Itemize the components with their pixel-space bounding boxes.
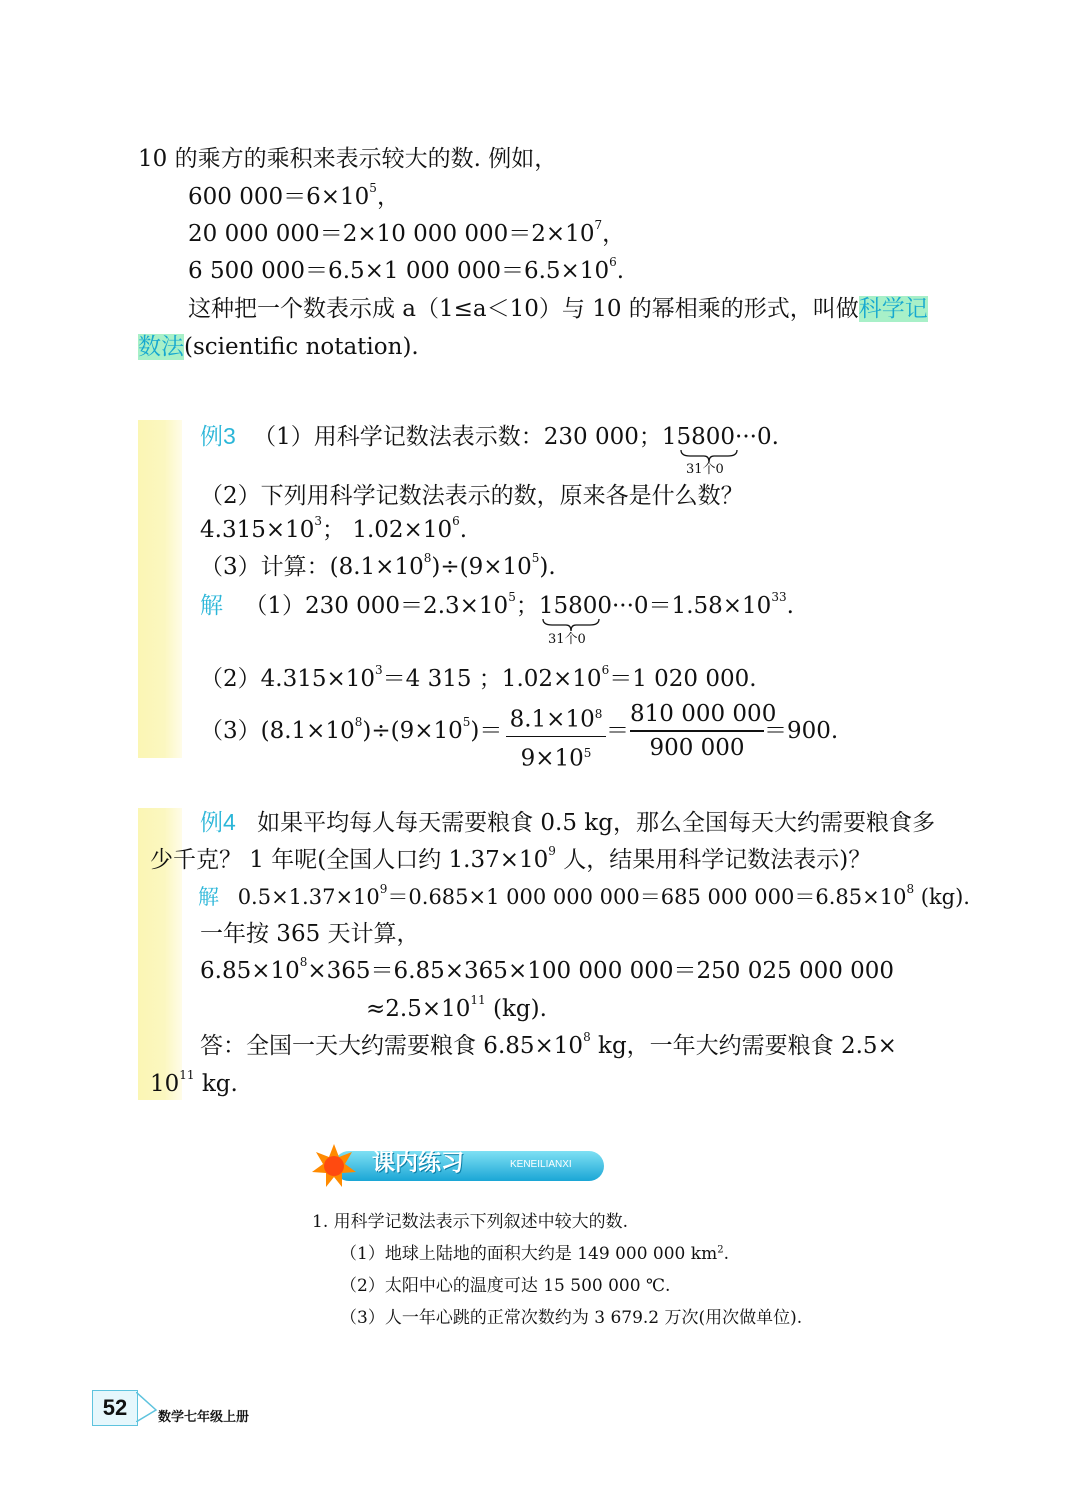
term-scientific-notation-part1: 科学记 bbox=[858, 296, 928, 322]
example4-solution-label: 解 bbox=[198, 886, 219, 909]
example4-solution-3: $6.85\times 10^8\times 365=6.85\times 365\times 100$ 000 000＝250 025 000 000 bbox=[200, 955, 895, 984]
example4-answer-line-1: 答：全国一天大约需要粮食 $6.85\times 10^8$ kg，一年大约需要粮食 2.5× bbox=[200, 1030, 897, 1059]
example3-result: ＝900. bbox=[764, 718, 839, 744]
example4-label: 例4 bbox=[200, 809, 236, 835]
example3-solution-label: 解 bbox=[200, 592, 223, 618]
example3-fraction-2: 810 000 000 900 000 bbox=[630, 701, 777, 761]
example4-solution-2: 一年按 365 天计算， bbox=[200, 921, 420, 947]
practice-subtitle: KENEILIANXI bbox=[510, 1159, 572, 1170]
example3-solution-brace-label: 31个0 bbox=[548, 632, 586, 647]
example4-answer-line-2: $10^{11}$ kg. bbox=[150, 1068, 238, 1097]
example3-label: 例3 bbox=[200, 423, 236, 449]
example4-solution-4: $\approx 2.5\times 10^{11}$ (kg). bbox=[366, 993, 547, 1022]
example3-solution-2: $(2)4.315\times 10^3=4$ 315 ；$1.02\times 10^6=1$ 020 000. bbox=[200, 663, 757, 692]
practice-question-1: 1. 用科学记数法表示下列叙述中较大的数. bbox=[312, 1212, 629, 1232]
example3-question-2: （2）下列用科学记数法表示的数，原来各是什么数？ bbox=[200, 483, 744, 509]
definition-line-1: 这种把一个数表示成 a（1≤a＜10）与 10 的幂相乘的形式，叫做科学记 bbox=[188, 296, 928, 322]
definition-line-2: 数法(scientific notation). bbox=[138, 334, 419, 360]
practice-title: 课内练习 bbox=[372, 1150, 464, 1176]
practice-item-1: （1）地球上陆地的面积大约是 149 000 000 $km^2$. bbox=[340, 1244, 729, 1264]
example3-fraction-1: $8.1\times 10^8$ $9\times 10^5$ bbox=[506, 700, 606, 773]
practice-item-2: （2）太阳中心的温度可达 15 500 000 ℃. bbox=[340, 1276, 671, 1296]
intro-line-1: 10 的乘方的乘积来表示较大的数. 例如， bbox=[138, 146, 558, 172]
example4-question-line-1: 例4 如果平均每人每天需要粮食 0.5 kg，那么全国每天大约需要粮食多 bbox=[200, 809, 935, 836]
example4-solution-1: 解 $0.5\times 1.37\times 10^9=0.685\times 1$ 000 000 000＝685 000 $000=6.85\times 10^8$ (kg). bbox=[198, 882, 970, 909]
page-number: 52 bbox=[92, 1390, 138, 1426]
equation-3: 6 500 000＝6.5×1 000 $000=6.5\times 10^6$. bbox=[188, 255, 625, 284]
practice-item-3: （3）人一年心跳的正常次数约为 3 679.2 万次(用次做单位). bbox=[340, 1308, 803, 1328]
example3-question-3: （3）计算：$(8.1\times 10^8)\div(9\times 10^5)$. bbox=[200, 551, 556, 580]
example3-question-2-values: $4.315\times 10^3$； $1.02\times 10^6$. bbox=[200, 514, 468, 543]
example3-equals: ＝ bbox=[606, 718, 629, 744]
example3-brace-label: 31个0 bbox=[686, 462, 724, 477]
equation-2: 20 000 000＝2×10 000 $000=2\times 10^7$， bbox=[188, 218, 626, 247]
book-title: 数学七年级上册 bbox=[158, 1409, 250, 1424]
example3-side-bar bbox=[138, 420, 182, 758]
example4-question-line-2: 少千克？ 1 年呢(全国人口约 $1.37\times 10^9$ 人，结果用科学记数法表示)？ bbox=[150, 844, 872, 873]
page-number-tab bbox=[136, 1392, 158, 1422]
example3-solution-3-lhs: $(3)(8.1\times 10^8)\div(9\times 10^5)=$ bbox=[200, 715, 503, 744]
example3-solution-1: 解 （1）230 $000=2.3\times 10^5$；$15800\cdot\cdot\cdot 0=1.58\times 10^{33}$. bbox=[200, 590, 794, 619]
example3-question-1: 例3 （1）用科学记数法表示数：230 000；15800···0. bbox=[200, 423, 779, 450]
term-scientific-notation-part2: 数法 bbox=[138, 334, 184, 360]
equation-1: 600 $000=6\times 10^5$， bbox=[188, 181, 400, 210]
